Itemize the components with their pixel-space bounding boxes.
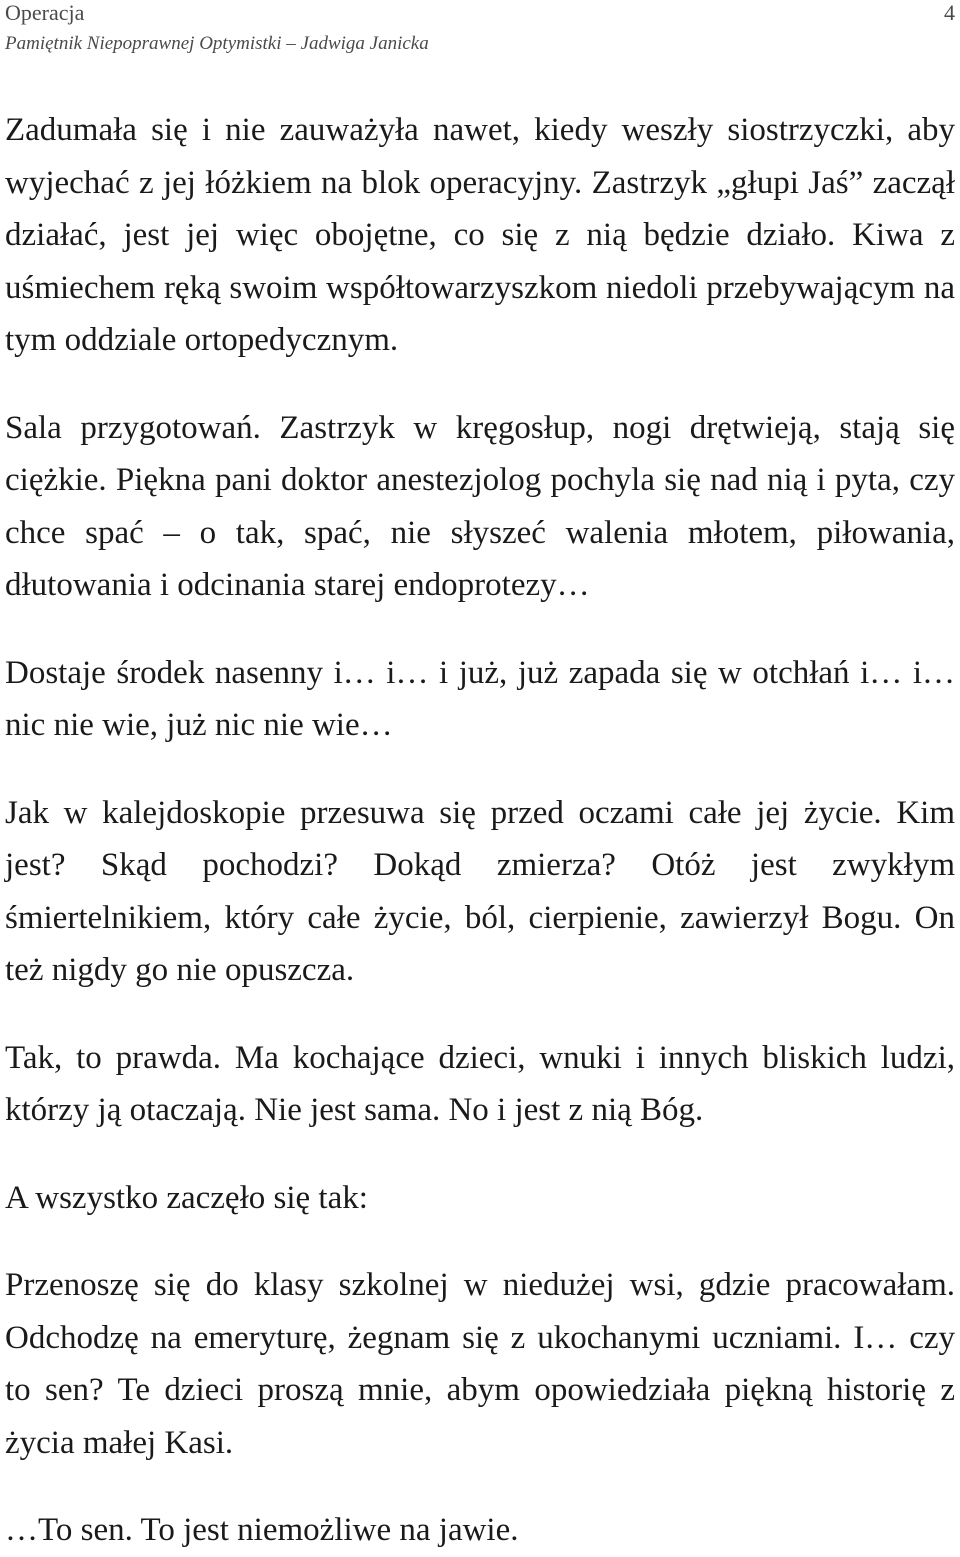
paragraph: …To sen. To jest niemożliwe na jawie. <box>5 1512 519 1548</box>
page-number: 4 <box>944 0 955 25</box>
paragraph: Sala przygotowań. Zastrzyk w kręgosłup, nogi drętwieją, stają się ciężkie. Piękna pani doktor anestezjolog pochyla się nad nią i pyta, czy chce spać – o tak, spać, nie słyszeć walenia młotem, piłowania, dłutowania i odcinania starej endoprotezy… <box>5 409 955 603</box>
paragraph: Przenoszę się do klasy szkolnej w niedużej wsi, gdzie pracowałam. Odchodzę na emeryturę, żegnam się z ukochanymi uczniami. I… czy to sen? Te dzieci proszą mnie, abym opowiedziała piękną historię z życia małej Kasi. <box>5 1267 955 1461</box>
paragraph: Zadumała się i nie zauważyła nawet, kiedy weszły siostrzyczki, aby wyjechać z jej łóżkiem na blok operacyjny. Zastrzyk „głupi Jaś” zaczął działać, jest jej więc obojętne, co się z nią będzie działo. Kiwa z uśmiechem ręką swoim współtowarzyszkom niedoli przebywającym na tym oddziale ortopedycznym. <box>5 112 955 358</box>
paragraph: Tak, to prawda. Ma kochające dzieci, wnuki i innych bliskich ludzi, którzy ją otaczają. Nie jest sama. No i jest z nią Bóg. <box>5 1039 955 1128</box>
paragraph: Dostaje środek nasenny i… i… i już, już zapada się w otchłań i… i… nic nie wie, już nic nie wie… <box>5 654 955 743</box>
page-header <box>5 0 955 60</box>
paragraph: A wszystko zaczęło się tak: <box>5 1179 368 1216</box>
body-text <box>5 104 955 1557</box>
paragraph: Jak w kalejdoskopie przesuwa się przed oczami całe jej życie. Kim jest? Skąd pochodzi? Dokąd zmierza? Otóż jest zwykłym śmiertelnikiem, który całe życie, ból, cierpienie, zawierzył Bogu. On też nigdy go nie opuszcza. <box>5 794 955 988</box>
running-head: Pamiętnik Niepoprawnej Optymistki – Jadwiga Janicka <box>5 33 429 54</box>
chapter-title: Operacja <box>5 0 85 25</box>
